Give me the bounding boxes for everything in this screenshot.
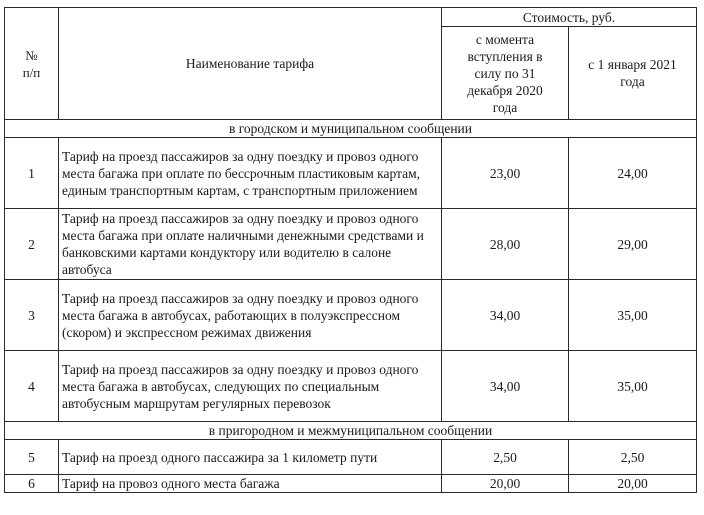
row-price-period-1: 28,00 [442,209,569,280]
table-row [5,475,697,493]
tariff-table [4,7,697,493]
row-price-period-1: 2,50 [442,440,569,475]
section-row [5,120,697,138]
row-price-period-2: 35,00 [569,280,697,351]
header-number-label: № п/п [22,47,41,80]
row-number: 4 [5,351,59,422]
row-number: 6 [5,475,59,493]
row-tariff-name: Тариф на проезд пассажиров за одну поездку и провоз одного места багажа при оплате наличными денежными средствами и банковскими картами кондуктору или водителю в салоне автобуса [59,209,442,280]
row-price-period-2: 24,00 [569,138,697,209]
row-price-period-1: 34,00 [442,351,569,422]
table-row [5,440,697,475]
table-row [5,351,697,422]
row-price-period-1: 20,00 [442,475,569,493]
section-title: в пригородном и межмуниципальном сообщении [5,422,697,440]
row-tariff-name: Тариф на проезд пассажиров за одну поездку и провоз одного места багажа при оплате по бессрочным пластиковым картам, единым транспортным картам, с транспортным приложением [59,138,442,209]
header-tariff-name-label: Наименование тарифа [185,56,315,71]
header-period-2 [569,27,697,120]
header-row [5,8,697,27]
row-number: 1 [5,138,59,209]
header-period-1-label: с момента вступления в силу по 31 декабря 2020 года [467,31,543,115]
section-row [5,422,697,440]
row-tariff-name: Тариф на проезд одного пассажира за 1 километр пути [59,440,442,475]
header-cost-label: Стоимость, руб. [522,9,616,25]
row-price-period-2: 20,00 [569,475,697,493]
header-period-2-label: с 1 января 2021 года [588,57,677,89]
table-row [5,280,697,351]
section-title: в городском и муниципальном сообщении [5,120,697,138]
table-row [5,138,697,209]
header-tariff-name [59,8,442,120]
row-price-period-2: 35,00 [569,351,697,422]
header-period-1 [442,27,569,120]
header-cost [442,8,697,27]
row-number: 2 [5,209,59,280]
row-tariff-name: Тариф на проезд пассажиров за одну поездку и провоз одного места багажа в автобусах, следующих по специальным автобусным маршрутам регулярных перевозок [59,351,442,422]
row-price-period-2: 29,00 [569,209,697,280]
row-tariff-name: Тариф на проезд пассажиров за одну поездку и провоз одного места багажа в автобусах, работающих в полуэкспрессном (скором) и экспрессном режимах движения [59,280,442,351]
row-number: 5 [5,440,59,475]
header-number [5,8,59,120]
row-price-period-1: 34,00 [442,280,569,351]
row-number: 3 [5,280,59,351]
row-price-period-2: 2,50 [569,440,697,475]
row-price-period-1: 23,00 [442,138,569,209]
table-row [5,209,697,280]
row-tariff-name: Тариф на провоз одного места багажа [59,475,442,493]
